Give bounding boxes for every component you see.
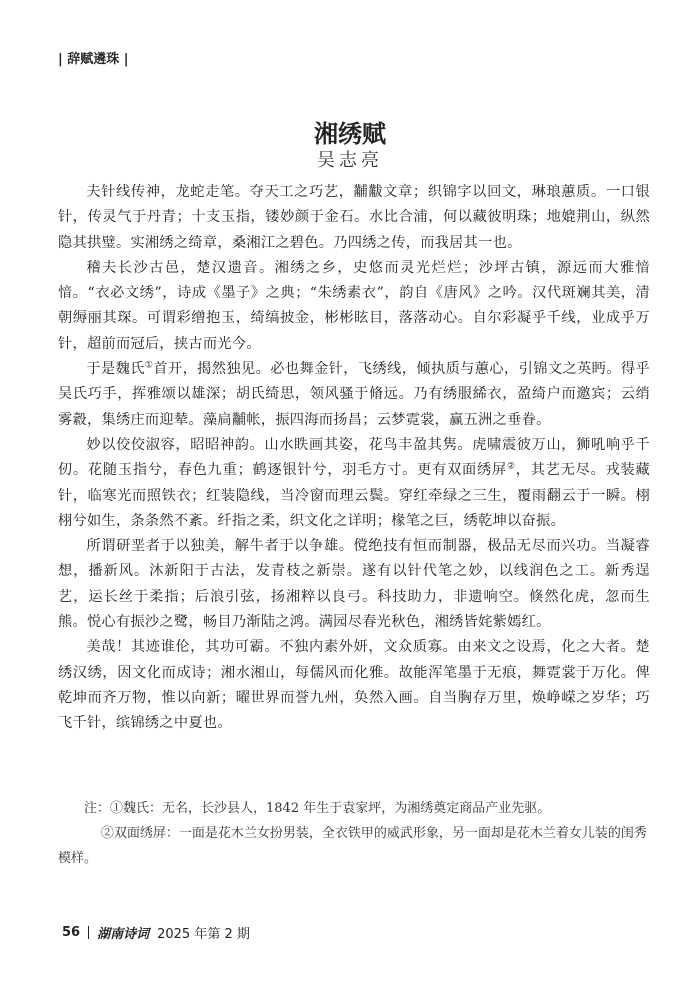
footnote-1: 注：①魏氏：无名，长沙县人，1842 年生于袁家坪，为湘绣奠定商品产业先驱。 [84,801,551,816]
paragraph-3-before: 于是魏氏 [86,361,145,378]
footnote-ref-1: ① [144,360,154,371]
paragraph-3 [58,357,650,433]
paragraph-3-after: 首开，揭然独见。必也舞金针，飞绣线，倾执质与蕙心，引锦文之英眄。得乎吴氏巧手，挥雅颂以雄深；胡氏绮思，领风骚于脩远。乃有绣服絺衣，盈绮户而邀宾；云绡雾縠，集绣庄而迎辇。藻扃黼帐，振四海而扬昌；云梦霓裳，赢五洲之垂眷。 [58,361,651,428]
paragraph-2: 稽夫长沙古邑，楚汉遗音。湘绣之乡，史悠而灵光烂烂；沙坪古镇，源远而大雅愔愔。“衣必文绣”，诗成《墨子》之典；“朱绣素衣”，韵自《唐风》之吟。汉代斑斓其美，清朝缛丽其琛。可谓彩缯抱玉，绮缟披金，彬彬眩目，落落动心。自尔彩凝乎千线，业成乎万针，超前而冠后，挟古而光今。 [58,259,650,352]
article-author: 吴志亮 [317,150,383,171]
footnotes [58,796,650,871]
paragraph-4 [58,433,650,534]
issue-label: 2025 年第 2 期 [157,927,250,942]
article-title: 湘绣赋 [314,120,386,148]
paragraph-4-before: 妙以佼佼淑容，昭昭神韵。山水眣画其姿，花鸟丰盈其隽。虎啸震彼万山，狮吼响乎千仞。花随玉指兮，春色九重；鹤逐银针兮，羽毛方寸。更有双面绣屏 [58,436,650,479]
paragraph-4-after: ，其艺无尽。戎装藏针，临寒光而照铁衣；红装隐线，当冷窗而理云鬓。穿红牵绿之三生，覆雨翻云于一瞬。栩栩兮如生，条条然不紊。纤指之柔，织文化之详明；椽笔之巨，绣乾坤以奋振。 [58,462,650,529]
footnote-ref-2: ② [506,461,516,472]
paragraph-6: 美哉！其迹谁伦，其功可霸。不独内素外妍，文众质寡。由来文之设焉，化之大者。楚绣汉绣，因文化而成诗；湘水湘山，每儒风而化雅。故能浑笔墨于无痕，舞霓裳于万化。俾乾坤而齐万物，惟以向新；曜世界而誉九州，奂然入画。自当胸存万里，焕峥嵘之岁华；巧飞千针，缤锦绣之中夏也。 [58,639,650,732]
section-tag: | 辞赋遴珠 | [58,52,129,67]
page-footer [62,923,250,942]
footer-divider [88,926,89,939]
paragraph-5: 所谓研垩者于以独美，解牛者于以争雄。傥绝技有恒而制器，极品无尽而兴功。当凝睿想，播新风。沐新阳于古法，发青枝之新崇。遂有以针代笔之妙，以线润色之工。新秀逞艺，运长丝于柔指；后浪引弦，扬湘粹以良弓。科技助力，非遗响空。倏然化虎，忽而生熊。悦心有振沙之鹭，畅目乃渐陆之鸿。满园尽春光秋色，湘绣皆姹紫嫣红。 [58,538,650,631]
magazine-logo: 湖南诗词 [97,927,150,942]
paragraph-1: 夫针线传神，龙蛇走笔。夺天工之巧艺，黼黻文章；织锦字以回文，琳琅蕙质。一口银针，传灵气于丹青；十支玉指，镂妙颜于金石。水比合浦，何以藏彼明珠；地媲荆山，纵然隐其拱璧。实湘绣之绮章，桑湘江之碧色。乃四绣之传，而我居其一也。 [58,184,650,251]
article-body [58,180,650,737]
footnote-2: ②双面绣屏：一面是花木兰女扮男装，全衣铁甲的威武形象，另一面却是花木兰着女儿装的闺秀模样。 [58,826,647,866]
page-number: 56 [62,925,81,940]
